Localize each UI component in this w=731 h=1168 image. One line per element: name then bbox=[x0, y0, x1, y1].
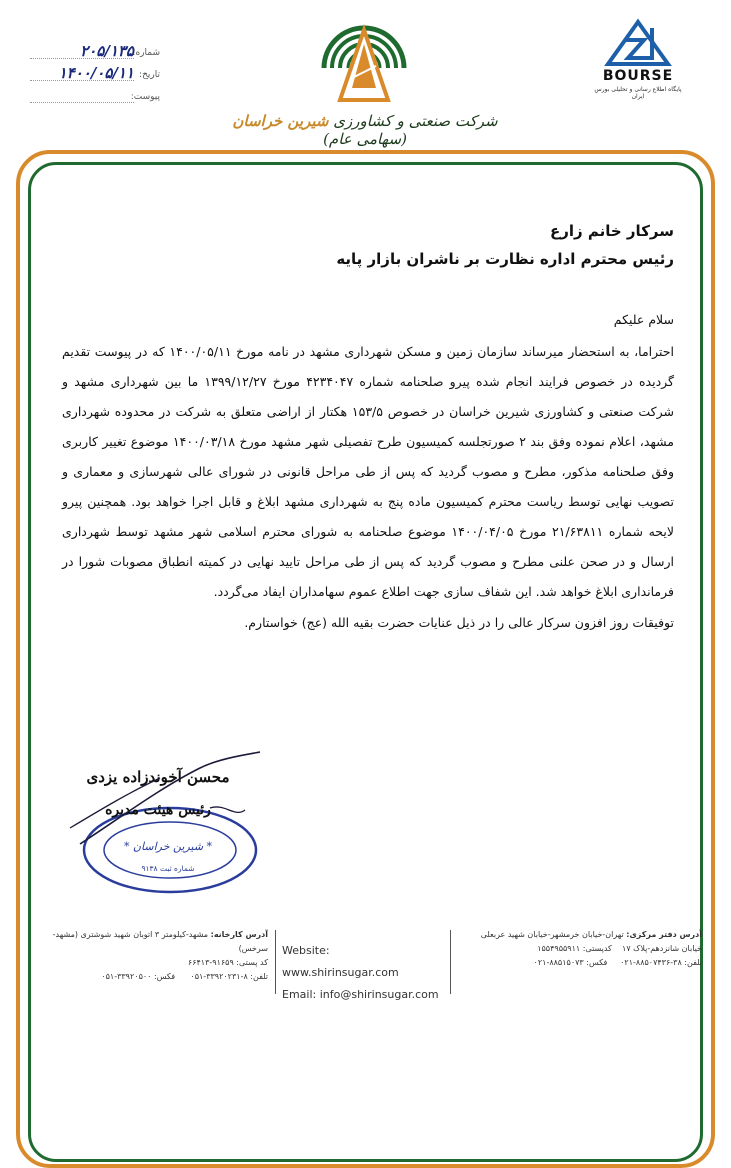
letter-footer bbox=[30, 928, 702, 1001]
office-address: تهران-خیابان خرمشهر-خیابان شهید عربعلی bbox=[480, 930, 624, 939]
addressee-name: سرکار خانم زارع bbox=[549, 222, 674, 240]
letter-number-value: ۲۰۵/۱۳۵ bbox=[80, 42, 134, 60]
signer-name: محسن آخوندزاده یزدی bbox=[86, 768, 230, 786]
footer-divider bbox=[275, 930, 276, 994]
bourse-logo-subtitle: پایگاه اطلاع رسانی و تحلیلی بورس ایران bbox=[594, 86, 682, 100]
company-emblem-logo bbox=[316, 8, 412, 108]
letter-date-row bbox=[30, 64, 160, 86]
stamp-company-name: * شیرین خراسان * bbox=[123, 840, 213, 853]
factory-label: آدرس کارخانه: bbox=[210, 930, 268, 939]
factory-phone: تلفن: ۸-۳۳۹۲۰۲۳۱-۰۵۱ bbox=[190, 972, 268, 981]
letter-number-label: شماره: bbox=[132, 48, 160, 58]
bourse-logo bbox=[588, 18, 688, 100]
office-label: آدرس دفتر مرکزی: bbox=[626, 930, 702, 939]
handwritten-signature bbox=[60, 748, 270, 858]
website-link[interactable]: Website: www.shirinsugar.com bbox=[282, 944, 399, 979]
letter-attachment-label: پیوست: bbox=[130, 92, 160, 102]
addressee-title: رئیس محترم اداره نظارت بر ناشران بازار پایه bbox=[336, 250, 674, 268]
email-link[interactable]: Email: info@shirinsugar.com bbox=[282, 988, 439, 1001]
company-name-highlight: شیرین خراسان bbox=[232, 112, 329, 130]
letter-date-value: ۱۴۰۰/۰۵/۱۱ bbox=[58, 64, 134, 82]
office-street: خیابان شانزدهم-پلاک ۱۷ bbox=[622, 944, 702, 953]
letter-body bbox=[62, 222, 674, 630]
factory-postal-code: کد پستی: ۹۱۶۵۹-۶۶۴۱۳ bbox=[187, 958, 268, 967]
factory-address: مشهد-کیلومتر ۳ اتوبان شهید شوشتری (مشهد-سرخس) bbox=[52, 930, 268, 953]
office-postal-code: کدپستی: ۱۵۵۴۹۵۵۹۱۱ bbox=[537, 944, 612, 953]
office-fax: فکس: ۸۸۵۱۵۰۷۳-۰۲۱ bbox=[533, 958, 608, 967]
letter-meta bbox=[30, 42, 160, 108]
letter-date-label: تاریخ: bbox=[139, 70, 160, 80]
contact-web-block bbox=[282, 940, 442, 1006]
greeting: سلام علیکم bbox=[613, 312, 674, 327]
signer-title: رئیس هیئت مدیره bbox=[105, 802, 211, 818]
office-address-block bbox=[458, 928, 702, 970]
letter-paragraph: احتراما، به استحضار میرساند سازمان زمین و مسکن شهرداری مشهد در نامه مورخ ۱۴۰۰/۰۵/۱۱ که در پیوست تقدیم گردیده در خصوص فرایند انجام شده پیرو صلحنامه شماره ۴۲۳۴۰۴۷ مورخ ۱۳۹۹/۱۲/۲۷ ما بین شهرداری مشهد و شرکت صنعتی و کشاورزی شیرین خراسان در خصوص ۱۵۳/۵ هکتار از اراضی متعلق به شرکت در محدوده شهرداری مشهد، اعلام نموده وفق بند ۲ صورتجلسه کمیسیون طرح تفصیلی شهر مشهد مورخ ۱۴۰۰/۰۳/۱۸ موضوع تغییر کاربری وفق صلحنامه مذکور، مطرح و مصوب گردید که پس از طی مراحل قانونی در شورای عالی شهرسازی و معماری و تصویب نهایی توسط ریاست محترم کمیسیون ماده پنج به شهرداری مشهد ابلاغ و قابل اجرا خواهد بود. همچنین پیرو لایحه شماره ۲۱/۶۳۸۱۱ مورخ ۱۴۰۰/۰۴/۰۵ موضوع صلحنامه به شورای محترم اسلامی شهر مشهد توسط شهرداری ارسال و در صحن علنی مطرح و مصوب گردید که پس از طی مراحل تایید نهایی در کمیته انطباق مصوبات شورا در فرمانداری ابلاغ خواهد شد. این شفاف سازی جهت اطلاع عموم سهامداران ایفاد می‌گردد. bbox=[62, 344, 674, 599]
company-name-prefix: شرکت صنعتی و کشاورزی bbox=[333, 112, 498, 130]
factory-fax: فکس: ۳۳۹۲۰۵۰۰-۰۵۱ bbox=[101, 972, 176, 981]
stamp-registration-number: شماره ثبت ۹۱۳۸ bbox=[141, 864, 195, 873]
bourse-mark-icon bbox=[588, 18, 688, 68]
bourse-logo-word: BOURSE bbox=[602, 68, 674, 84]
company-name-suffix: (سهامی عام) bbox=[323, 130, 407, 148]
closing-line: توفیقات روز افزون سرکار عالی را در ذیل عنایات حضرت بقیه الله (عج) خواستارم. bbox=[244, 615, 674, 630]
footer-divider bbox=[450, 930, 451, 994]
letter-attachment-row bbox=[30, 86, 160, 108]
office-phone: تلفن: ۳۸-۸۸۵۰۷۴۳۶-۰۲۱ bbox=[620, 958, 702, 967]
company-name bbox=[230, 112, 500, 148]
factory-address-block bbox=[30, 928, 268, 984]
letter-number-row bbox=[30, 42, 160, 64]
